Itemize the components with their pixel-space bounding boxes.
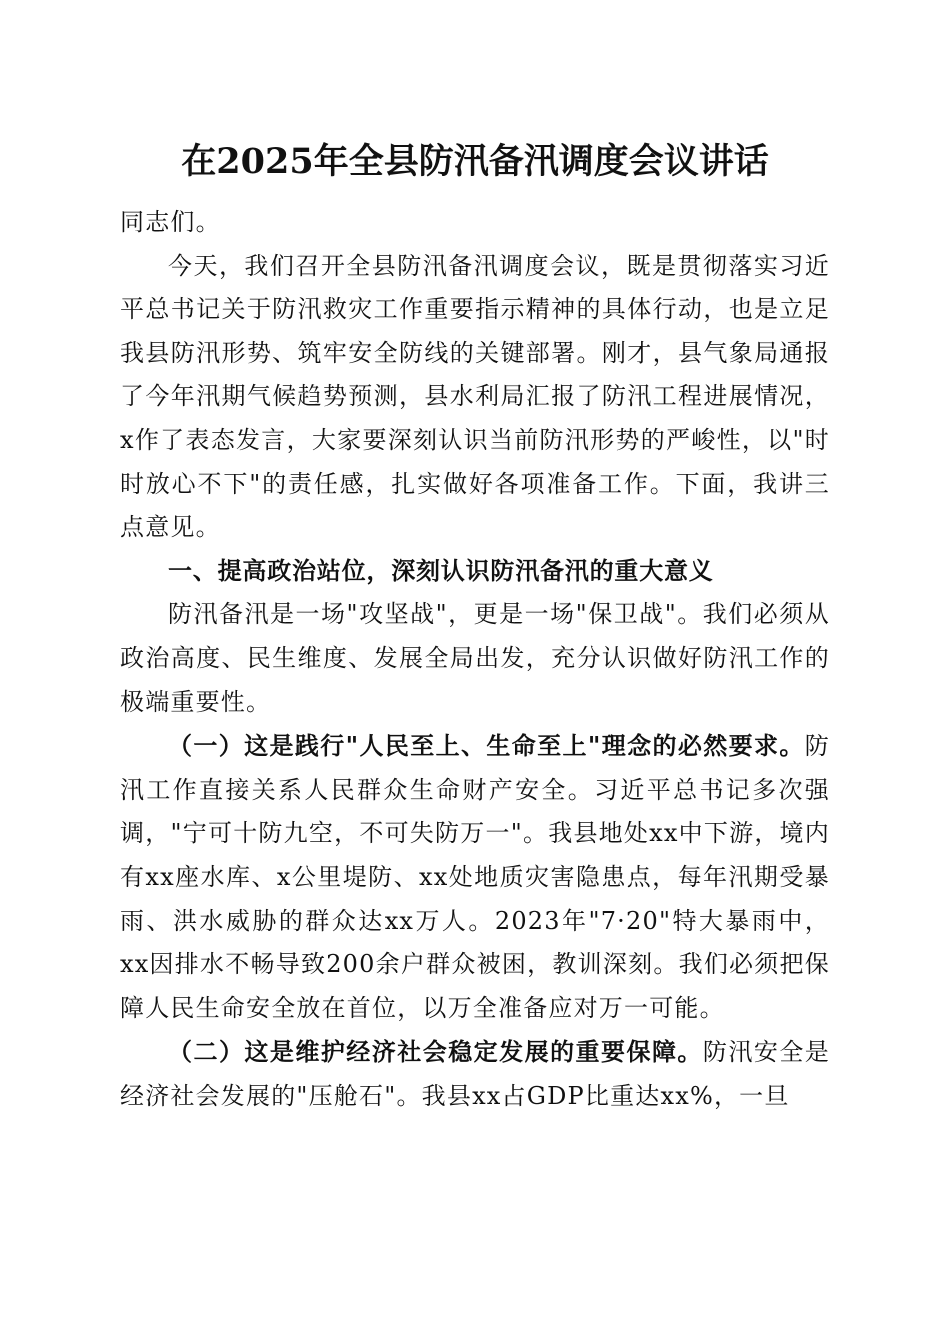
point-2-body: 防汛安全是经济社会发展的"压舱石"。我县xx占GDP比重达xx%，一旦 [120, 1038, 831, 1110]
salutation: 同志们。 [120, 208, 221, 236]
point-2-lead: （二）这是维护经济社会稳定发展的重要保障。 [168, 1037, 703, 1067]
intro-paragraph: 今天，我们召开全县防汛备汛调度会议，既是贯彻落实习近平总书记关于防汛救灾工作重要指示精神的具体行动，也是立足我县防汛形势、筑牢安全防线的关键部署。刚才，县气象局通报了今年汛期气候趋势预测，县水利局汇报了防汛工程进展情况，x作了表态发言，大家要深刻认识当前防汛形势的严峻性，以"时时放心不下"的责任感，扎实做好各项准备工作。下面，我讲三点意见。 [120, 251, 830, 542]
section-1-intro-paragraph: 防汛备汛是一场"攻坚战"，更是一场"保卫战"。我们必须从政治高度、民生维度、发展全局出发，充分认识做好防汛工作的极端重要性。 [120, 600, 830, 716]
section-1-heading: 一、提高政治站位，深刻认识防汛备汛的重大意义 [168, 556, 714, 585]
point-2-paragraph [120, 1030, 830, 1118]
point-1-body: 防汛工作直接关系人民群众生命财产安全。习近平总书记多次强调，"宁可十防九空，不可失防万一"。我县地处xx中下游，境内有xx座水库、x公里堤防、xx处地质灾害隐患点，每年汛期受暴雨、洪水威胁的群众达xx万人。2023年"7·20"特大暴雨中，xx因排水不畅导致200余户群众被困，教训深刻。我们必须把保障人民生命安全放在首位，以万全准备应对万一可能。 [120, 732, 830, 1022]
point-1-lead: （一）这是践行"人民至上、生命至上"理念的必然要求。 [168, 731, 805, 761]
document-title: 在2025年全县防汛备汛调度会议讲话 [181, 141, 769, 182]
point-1-paragraph [120, 724, 830, 1030]
document-body [120, 201, 830, 1118]
